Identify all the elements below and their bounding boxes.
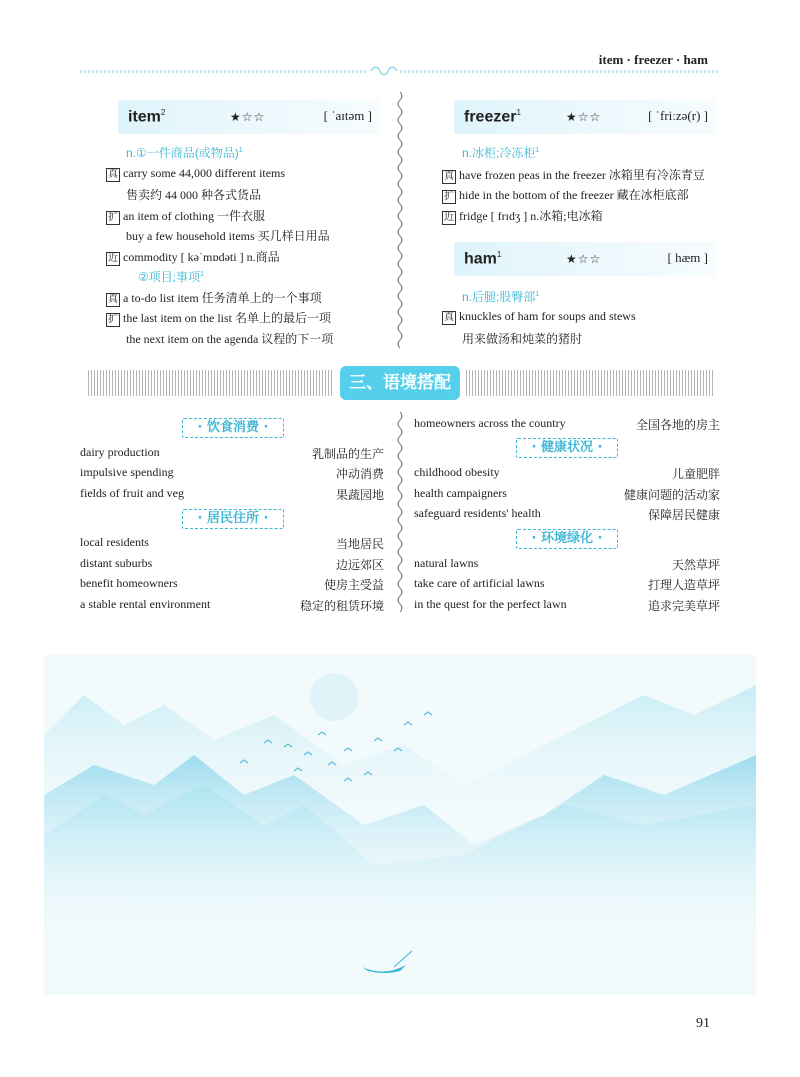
phrase-en: take care of artificial lawns <box>414 576 545 590</box>
sense-label: ②项目;事项$^1$ <box>138 270 204 284</box>
tag-icon: 扩 <box>108 212 118 223</box>
phrase-en: impulsive spending <box>80 465 174 479</box>
tag-icon: 近 <box>108 253 118 264</box>
translation-line: 售卖约 44 000 种各式货品 <box>126 188 262 202</box>
translation-line: buy a few household items 买几样日用品 <box>126 229 330 243</box>
banner-stripes-left <box>88 370 332 396</box>
example-line: 扩 hide in the bottom of the freezer 藏在冰柜底部 <box>444 188 689 202</box>
phrase-en: health campaigners <box>414 486 507 500</box>
phrase-zh: 保障居民健康 <box>647 508 720 522</box>
phrase-zh: 健康问题的活动家 <box>623 488 720 502</box>
example-line: 近 fridge [ frɪdʒ ] n.冰箱;电冰箱 <box>444 209 603 223</box>
running-title: item · freezer · ham <box>598 52 708 67</box>
tag-icon: 真 <box>444 312 454 323</box>
entry-header-item <box>118 100 380 134</box>
page-number: 91 <box>696 1016 710 1031</box>
header-rule <box>80 70 720 73</box>
sense-label: n.①一件商品(或物品)$^1$ <box>126 146 243 160</box>
phrase-en: dairy production <box>80 445 160 459</box>
landscape-illustration <box>44 655 756 995</box>
example-line: 真 have frozen peas in the freezer 冰箱里有冷冻青豆 <box>444 168 705 182</box>
frequency-stars: ★☆☆ <box>566 110 602 124</box>
translation-line: the next item on the agenda 议程的下一项 <box>126 332 334 346</box>
category-label: · 健康状况 · <box>516 438 618 458</box>
example-line: 扩 the last item on the list 名单上的最后一项 <box>108 311 331 325</box>
headword: ham$^1$ <box>464 250 502 268</box>
example-line: 真 knuckles of ham for soups and stews <box>444 309 636 323</box>
phrase-zh: 儿童肥胖 <box>671 467 720 481</box>
category-label: · 居民住所 · <box>182 509 284 529</box>
header-ornament-icon <box>368 65 400 77</box>
category-label: · 饮食消费 · <box>182 418 284 438</box>
phonetic: [ ˈfriːzə(r) ] <box>648 108 708 123</box>
phrase-en: natural lawns <box>414 556 479 570</box>
example-line: 真 a to-do list item 任务清单上的一个事项 <box>108 291 322 305</box>
entry-header-ham <box>454 242 716 276</box>
phrase-en: homeowners across the country <box>414 416 566 430</box>
phrase-en: benefit homeowners <box>80 576 178 590</box>
phrase-en: in the quest for the perfect lawn <box>414 597 567 611</box>
headword: item$^2$ <box>128 108 166 126</box>
example-line: 真 carry some 44,000 different items <box>108 166 286 180</box>
section-title: 三、语境搭配 <box>340 366 460 400</box>
phrase-zh: 天然草坪 <box>671 558 720 572</box>
phrase-en: local residents <box>80 535 149 549</box>
tag-icon: 扩 <box>444 191 454 202</box>
phrase-en: distant suburbs <box>80 556 153 570</box>
phrase-zh: 冲动消费 <box>335 467 384 481</box>
tag-icon: 扩 <box>108 314 118 325</box>
banner-stripes-right <box>466 370 714 396</box>
phrase-zh: 打理人造草坪 <box>647 578 720 592</box>
phrase-zh: 稳定的租赁环境 <box>299 599 384 613</box>
headword: freezer$^1$ <box>464 108 521 126</box>
tag-icon: 真 <box>108 294 118 305</box>
column-divider-top <box>395 92 405 350</box>
phrase-zh: 全国各地的房主 <box>635 418 720 432</box>
tag-icon: 真 <box>108 169 118 180</box>
phrase-en: fields of fruit and veg <box>80 486 184 500</box>
phrase-en: a stable rental environment <box>80 597 211 611</box>
example-line: 扩 an item of clothing 一件衣服 <box>108 209 265 223</box>
phrase-zh: 使房主受益 <box>323 578 384 592</box>
example-line: 近 commodity [ kəˈmɒdəti ] n.商品 <box>108 250 280 264</box>
entry-header-freezer <box>454 100 716 134</box>
phrase-zh: 追求完美草坪 <box>647 599 720 613</box>
frequency-stars: ★☆☆ <box>566 252 602 266</box>
column-divider-bottom <box>395 412 405 612</box>
category-label: · 环境绿化 · <box>516 529 618 549</box>
phrase-zh: 边远郊区 <box>335 558 384 572</box>
translation-line: 用来做汤和炖菜的猪肘 <box>462 332 583 346</box>
phrase-en: childhood obesity <box>414 465 500 479</box>
phrase-zh: 乳制品的生产 <box>311 447 384 461</box>
phrase-en: safeguard residents' health <box>414 506 541 520</box>
phonetic: [ ˈaɪtəm ] <box>323 108 372 123</box>
phrase-zh: 果蔬园地 <box>335 488 384 502</box>
sense-label: n.后腿;股臀部$^1$ <box>462 290 540 304</box>
tag-icon: 近 <box>444 212 454 223</box>
frequency-stars: ★☆☆ <box>230 110 266 124</box>
tag-icon: 真 <box>444 171 454 182</box>
sense-label: n.冰柜;冷冻柜$^1$ <box>462 146 540 160</box>
phonetic: [ hæm ] <box>667 250 708 265</box>
phrase-zh: 当地居民 <box>335 537 384 551</box>
